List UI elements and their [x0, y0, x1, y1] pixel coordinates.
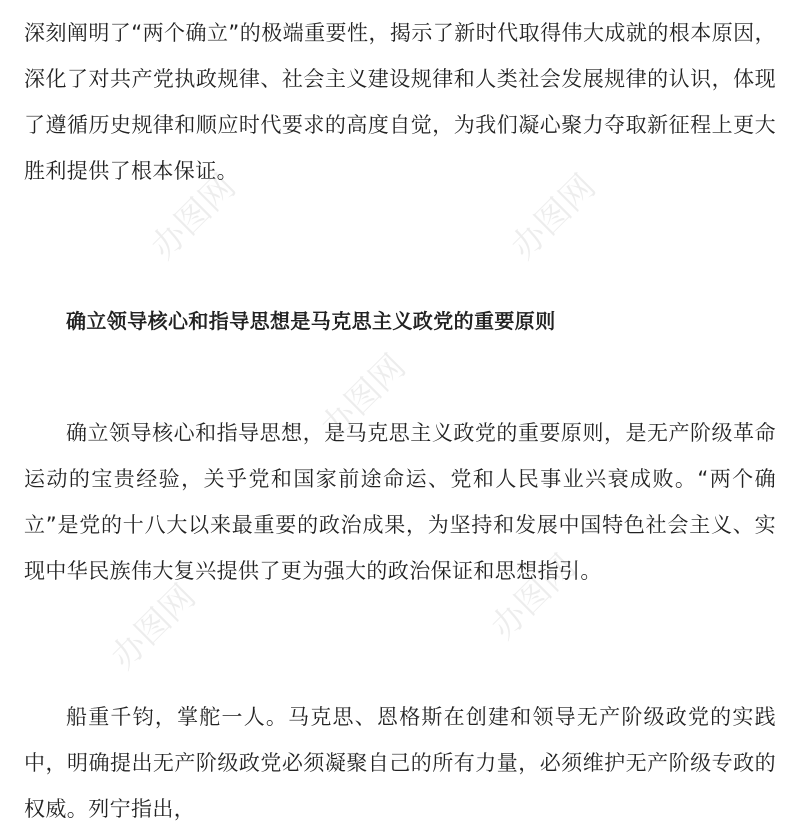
watermark: 办图网	[103, 576, 204, 678]
paragraph-1: 深刻阐明了“两个确立”的极端重要性，揭示了新时代取得伟大成就的根本原因，深化了对共产党执政规律、社会主义建设规律和人类社会发展规律的认识，体现了遵循历史规律和顺应时代要求的高度自觉，为我们凝心聚力夺取新征程上更大胜利提供了根本保证。	[24, 21, 776, 183]
section-heading: 确立领导核心和指导思想是马克思主义政党的重要原则	[66, 309, 556, 333]
watermark: 办图网	[313, 346, 414, 448]
paragraph-3: 船重千钧，掌舵一人。马克思、恩格斯在创建和领导无产阶级政党的实践中，明确提出无产阶级政党必须凝聚自己的所有力量，必须维护无产阶级专政的权威。列宁指出，	[24, 705, 776, 821]
watermark: 办图网	[503, 166, 604, 268]
watermark: 办图网	[483, 546, 584, 648]
watermark: 办图网	[143, 166, 244, 268]
paragraph-2: 确立领导核心和指导思想，是马克思主义政党的重要原则，是无产阶级革命运动的宝贵经验，关乎党和国家前途命运、党和人民事业兴衰成败。“两个确立”是党的十八大以来最重要的政治成果，为坚持和发展中国特色社会主义、实现中华民族伟大复兴提供了更为强大的政治保证和思想指引。	[24, 421, 776, 583]
